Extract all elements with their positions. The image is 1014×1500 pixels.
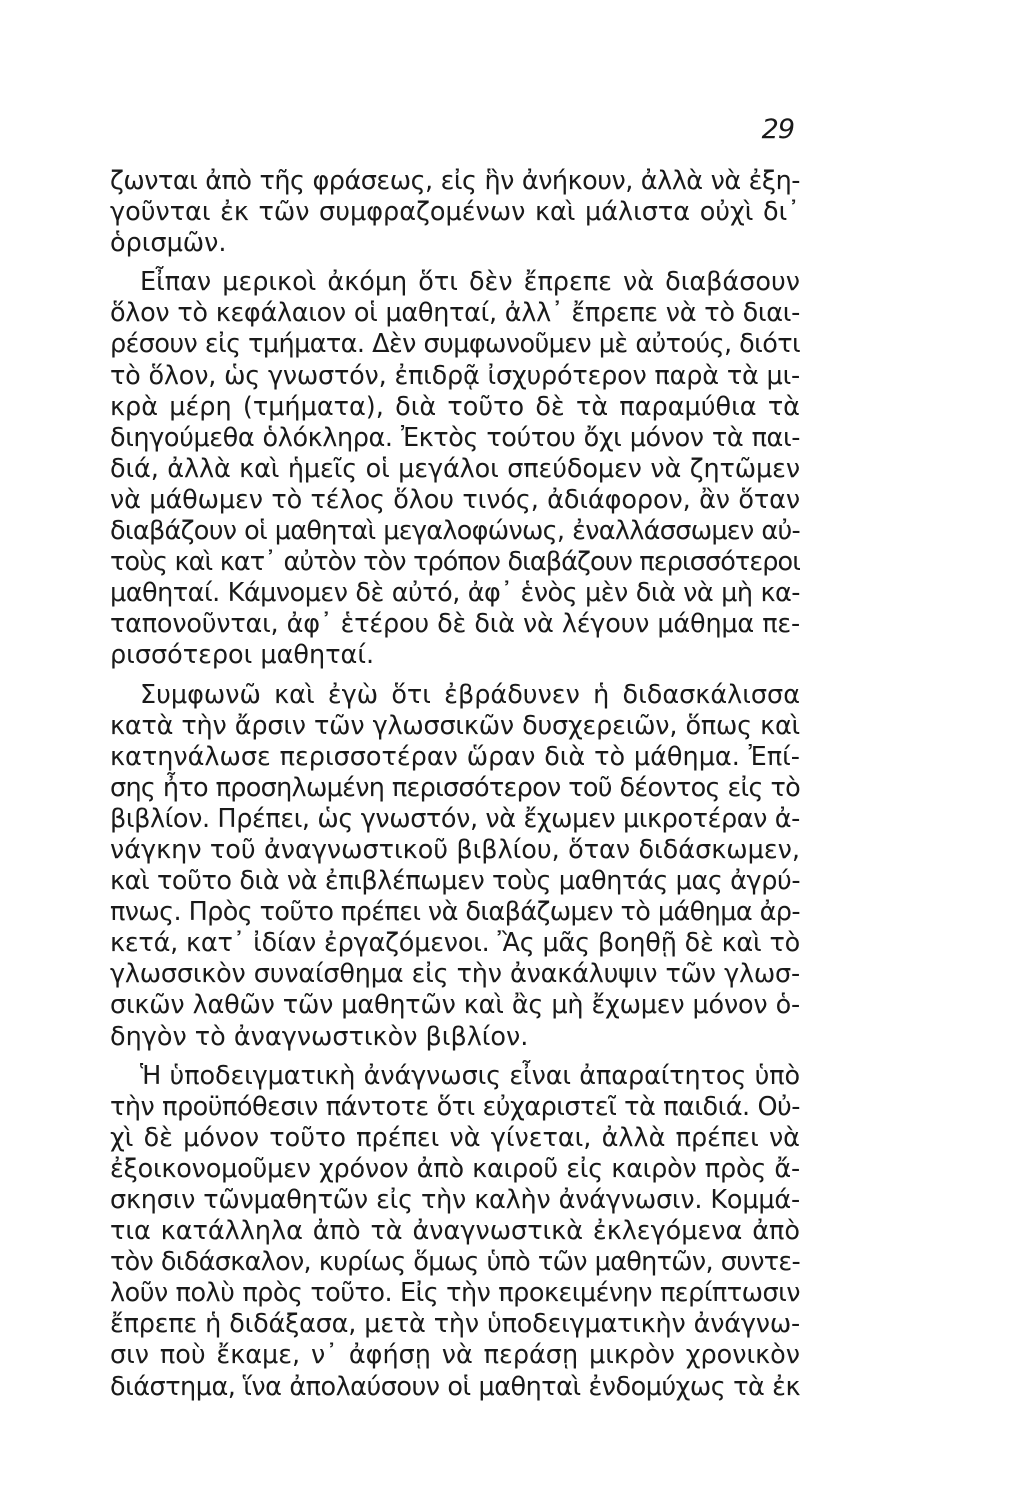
text-line: τια κατάλληλα ἀπὸ τὰ ἀναγνωστικὰ ἐκλεγόμενα ἀπὸ bbox=[110, 1216, 800, 1247]
text-line: κατὰ τὴν ἄρσιν τῶν γλωσσικῶν δυσχερειῶν, ὅπως καὶ bbox=[110, 710, 800, 741]
text-line: διάστημα, ἵνα ἀπολαύσουν οἱ μαθηταὶ ἐνδομύχως τὰ ἐκ bbox=[110, 1371, 800, 1402]
text-line: διηγούμεθα ὁλόκληρα. Ἐκτὸς τούτου ὄχι μόνον τὰ παι- bbox=[110, 422, 800, 453]
text-line: ρισσότεροι μαθηταί. bbox=[110, 640, 375, 671]
text-line: κετά, κατ᾽ ἰδίαν ἐργαζόμενοι. Ἂς μᾶς βοηθῇ δὲ καὶ τὸ bbox=[110, 928, 800, 959]
text-line: τὸν διδάσκαλον, κυρίως ὅμως ὑπὸ τῶν μαθητῶν, συντε- bbox=[110, 1247, 800, 1278]
paragraph-2 bbox=[110, 267, 800, 671]
text-line: τοὺς καὶ κατ᾽ αὐτὸν τὸν τρόπον διαβάζουν περισσότεροι bbox=[110, 547, 800, 578]
text-line: κρὰ μέρη (τμήματα), διὰ τοῦτο δὲ τὰ παραμύθια τὰ bbox=[110, 391, 800, 422]
text-line: διά, ἀλλὰ καὶ ἡμεῖς οἱ μεγάλοι σπεύδομεν νὰ ζητῶμεν bbox=[110, 453, 800, 484]
text-line: βιβλίον. Πρέπει, ὡς γνωστόν, νὰ ἔχωμεν μικροτέραν ἀ- bbox=[110, 803, 800, 834]
text-line: νὰ μάθωμεν τὸ τέλος ὅλου τινός, ἀδιάφορον, ἂν ὅταν bbox=[110, 484, 800, 515]
text-line: λοῦν πολὺ πρὸς τοῦτο. Εἰς τὴν προκειμένην περίπτωσιν bbox=[110, 1278, 800, 1309]
text-line: πνως. Πρὸς τοῦτο πρέπει νὰ διαβάζωμεν τὸ μάθημα ἀρ- bbox=[110, 897, 800, 928]
text-line: σκησιν τῶνμαθητῶν εἰς τὴν καλὴν ἀνάγνωσιν. Κομμά- bbox=[110, 1185, 800, 1215]
text-line: δηγὸν τὸ ἀναγνωστικὸν βιβλίον. bbox=[110, 1021, 529, 1052]
text-line: νάγκην τοῦ ἀναγνωστικοῦ βιβλίου, ὅταν διδάσκωμεν, bbox=[110, 834, 800, 865]
text-line: γοῦνται ἐκ τῶν συμφραζομένων καὶ μάλιστα οὐχὶ δι᾽ bbox=[110, 197, 800, 228]
text-line: ἐξοικονομοῦμεν χρόνον ἀπὸ καιροῦ εἰς καιρὸν πρὸς ἄ- bbox=[110, 1153, 800, 1184]
text-line: Ἡ ὑποδειγματικὴ ἀνάγνωσις εἶναι ἀπαραίτητος ὑπὸ bbox=[140, 1060, 800, 1091]
text-line: τὴν προϋπόθεσιν πάντοτε ὅτι εὐχαριστεῖ τὰ παιδιά. Οὐ- bbox=[110, 1091, 800, 1122]
text-line: ρέσουν εἰς τμήματα. Δὲν συμφωνοῦμεν μὲ αὐτούς, διότι bbox=[110, 329, 800, 360]
text-line: ὁρισμῶν. bbox=[110, 228, 227, 259]
text-line: ὅλον τὸ κεφάλαιον οἱ μαθηταί, ἀλλ᾽ ἔπρεπε νὰ τὸ διαι- bbox=[110, 298, 800, 329]
text-line: μαθηταί. Κάμνομεν δὲ αὐτό, ἀφ᾽ ἑνὸς μὲν διὰ νὰ μὴ κα- bbox=[110, 578, 800, 609]
text-line: ἔπρεπε ἡ διδάξασα, μετὰ τὴν ὑποδειγματικὴν ἀνάγνω- bbox=[110, 1309, 800, 1340]
text-line: τὸ ὅλον, ὡς γνωστόν, ἐπιδρᾷ ἰσχυρότερον παρὰ τὰ μι- bbox=[110, 360, 800, 391]
paragraph-3 bbox=[110, 680, 800, 1053]
body-text bbox=[110, 166, 800, 1403]
paragraph-4 bbox=[110, 1061, 800, 1403]
paragraph-1 bbox=[110, 166, 800, 259]
text-line: καὶ τοῦτο διὰ νὰ ἐπιβλέπωμεν τοὺς μαθητάς μας ἀγρύ- bbox=[110, 866, 801, 897]
text-line: γλωσσικὸν συναίσθημα εἰς τὴν ἀνακάλυψιν τῶν γλωσ- bbox=[110, 959, 800, 990]
text-line: σης ἦτο προσηλωμένη περισσότερον τοῦ δέοντος εἰς τὸ bbox=[110, 772, 800, 803]
text-line: ταπονοῦνται, ἀφ᾽ ἑτέρου δὲ διὰ νὰ λέγουν μάθημα πε- bbox=[110, 609, 800, 640]
page-number: 29 bbox=[761, 114, 794, 145]
text-line: Συμφωνῶ καὶ ἐγὼ ὅτι ἐβράδυνεν ἡ διδασκάλισσα bbox=[140, 679, 800, 710]
text-line: διαβάζουν οἱ μαθηταὶ μεγαλοφώνως, ἐναλλάσσωμεν αὐ- bbox=[110, 516, 800, 547]
text-line: Εἶπαν μερικοὶ ἀκόμη ὅτι δὲν ἔπρεπε νὰ διαβάσουν bbox=[140, 267, 800, 298]
text-line: ζωνται ἀπὸ τῆς φράσεως, εἰς ἣν ἀνήκουν, ἀλλὰ νὰ ἐξη- bbox=[110, 166, 800, 196]
text-line: σικῶν λαθῶν τῶν μαθητῶν καὶ ἂς μὴ ἔχωμεν μόνον ὁ- bbox=[110, 990, 800, 1021]
text-line: κατηνάλωσε περισσοτέραν ὥραν διὰ τὸ μάθημα. Ἐπί- bbox=[110, 741, 800, 772]
text-line: σιν ποὺ ἔκαμε, ν᾽ ἀφήσῃ νὰ περάσῃ μικρὸν χρονικὸν bbox=[110, 1340, 800, 1371]
text-line: χὶ δὲ μόνον τοῦτο πρέπει νὰ γίνεται, ἀλλὰ πρέπει νὰ bbox=[110, 1122, 800, 1153]
